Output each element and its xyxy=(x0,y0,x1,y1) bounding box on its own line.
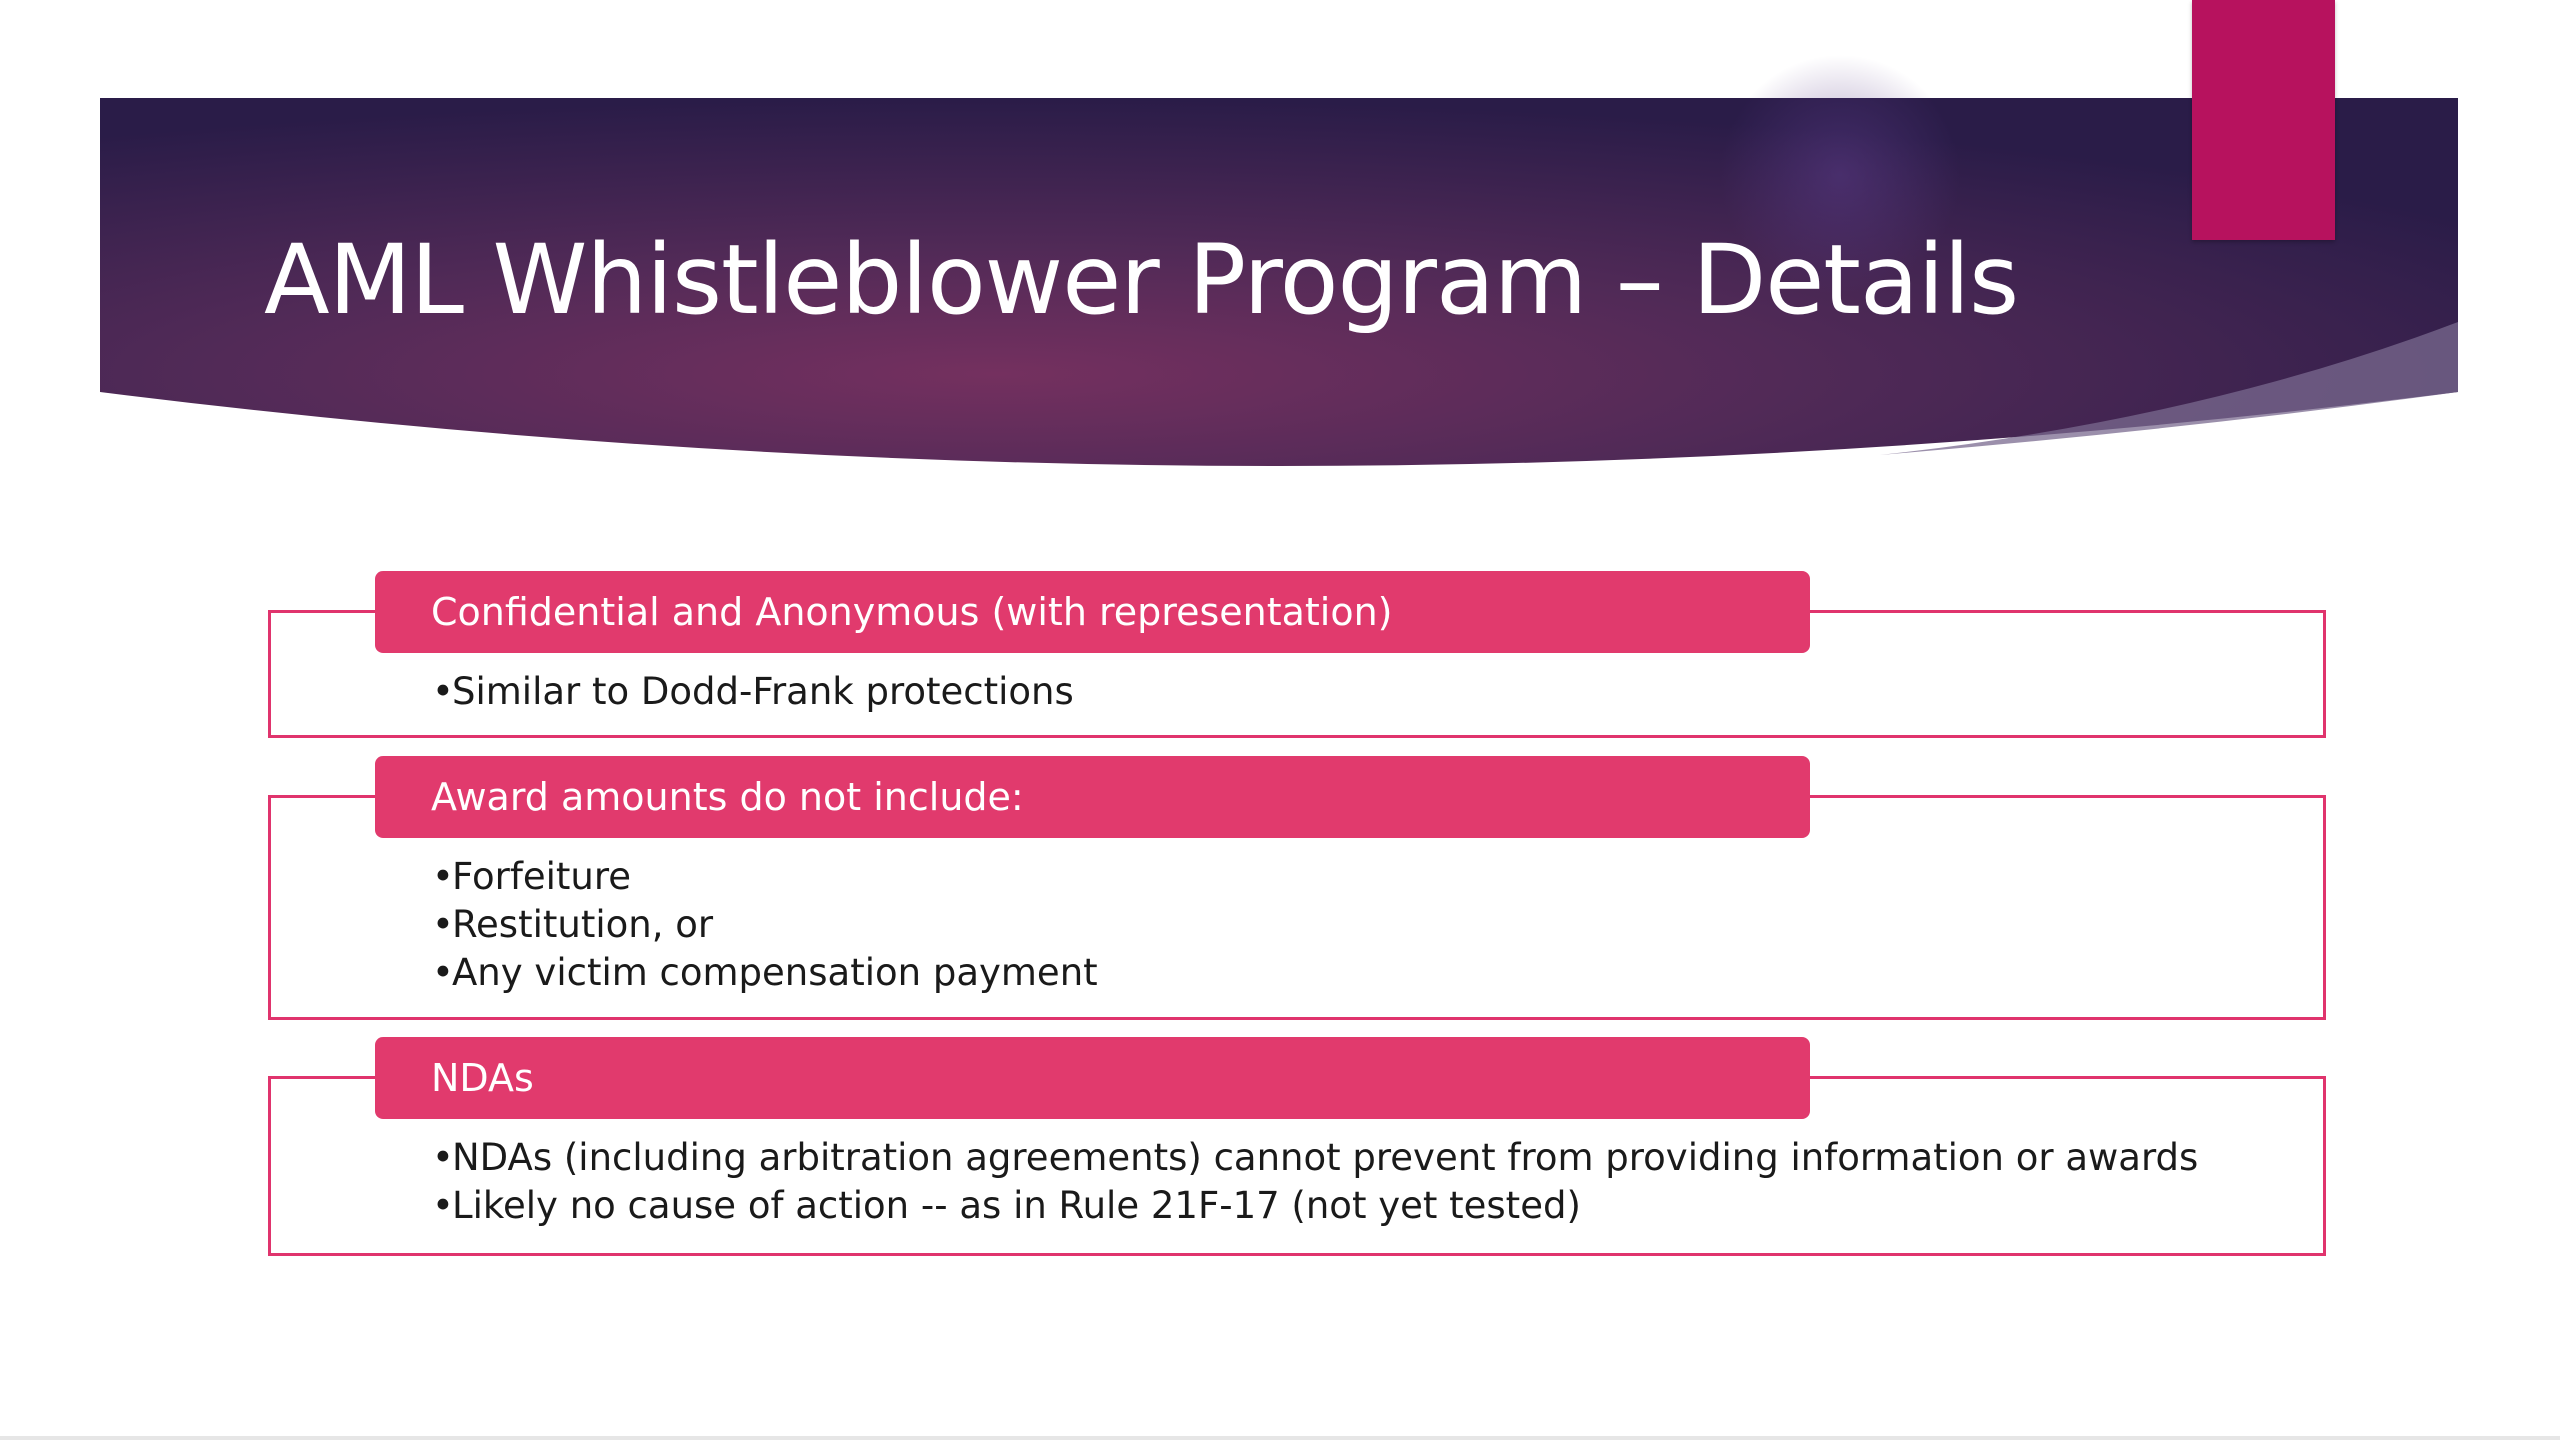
accent-tab xyxy=(2192,0,2335,240)
bullet-list-ndas xyxy=(432,1134,2198,1230)
list-item: •Restitution, or xyxy=(432,903,714,946)
bottom-rule xyxy=(0,1436,2560,1440)
list-item: •Similar to Dodd-Frank protections xyxy=(432,670,1074,713)
list-item: •Likely no cause of action -- as in Rule 21F-17 (not yet tested) xyxy=(432,1184,1581,1227)
bullet-list-award-amounts xyxy=(432,853,1098,997)
list-item: •NDAs (including arbitration agreements) cannot prevent from providing information or awards xyxy=(432,1136,2199,1179)
bullet-list-confidential xyxy=(432,668,1074,716)
list-item: •Any victim compensation payment xyxy=(432,951,1098,994)
group-header-award-amounts: Award amounts do not include: xyxy=(375,756,1810,838)
list-item: •Forfeiture xyxy=(432,855,632,898)
slide-title: AML Whistleblower Program – Details xyxy=(264,224,2019,336)
group-header-ndas: NDAs xyxy=(375,1037,1810,1119)
group-header-confidential: Confidential and Anonymous (with representation) xyxy=(375,571,1810,653)
